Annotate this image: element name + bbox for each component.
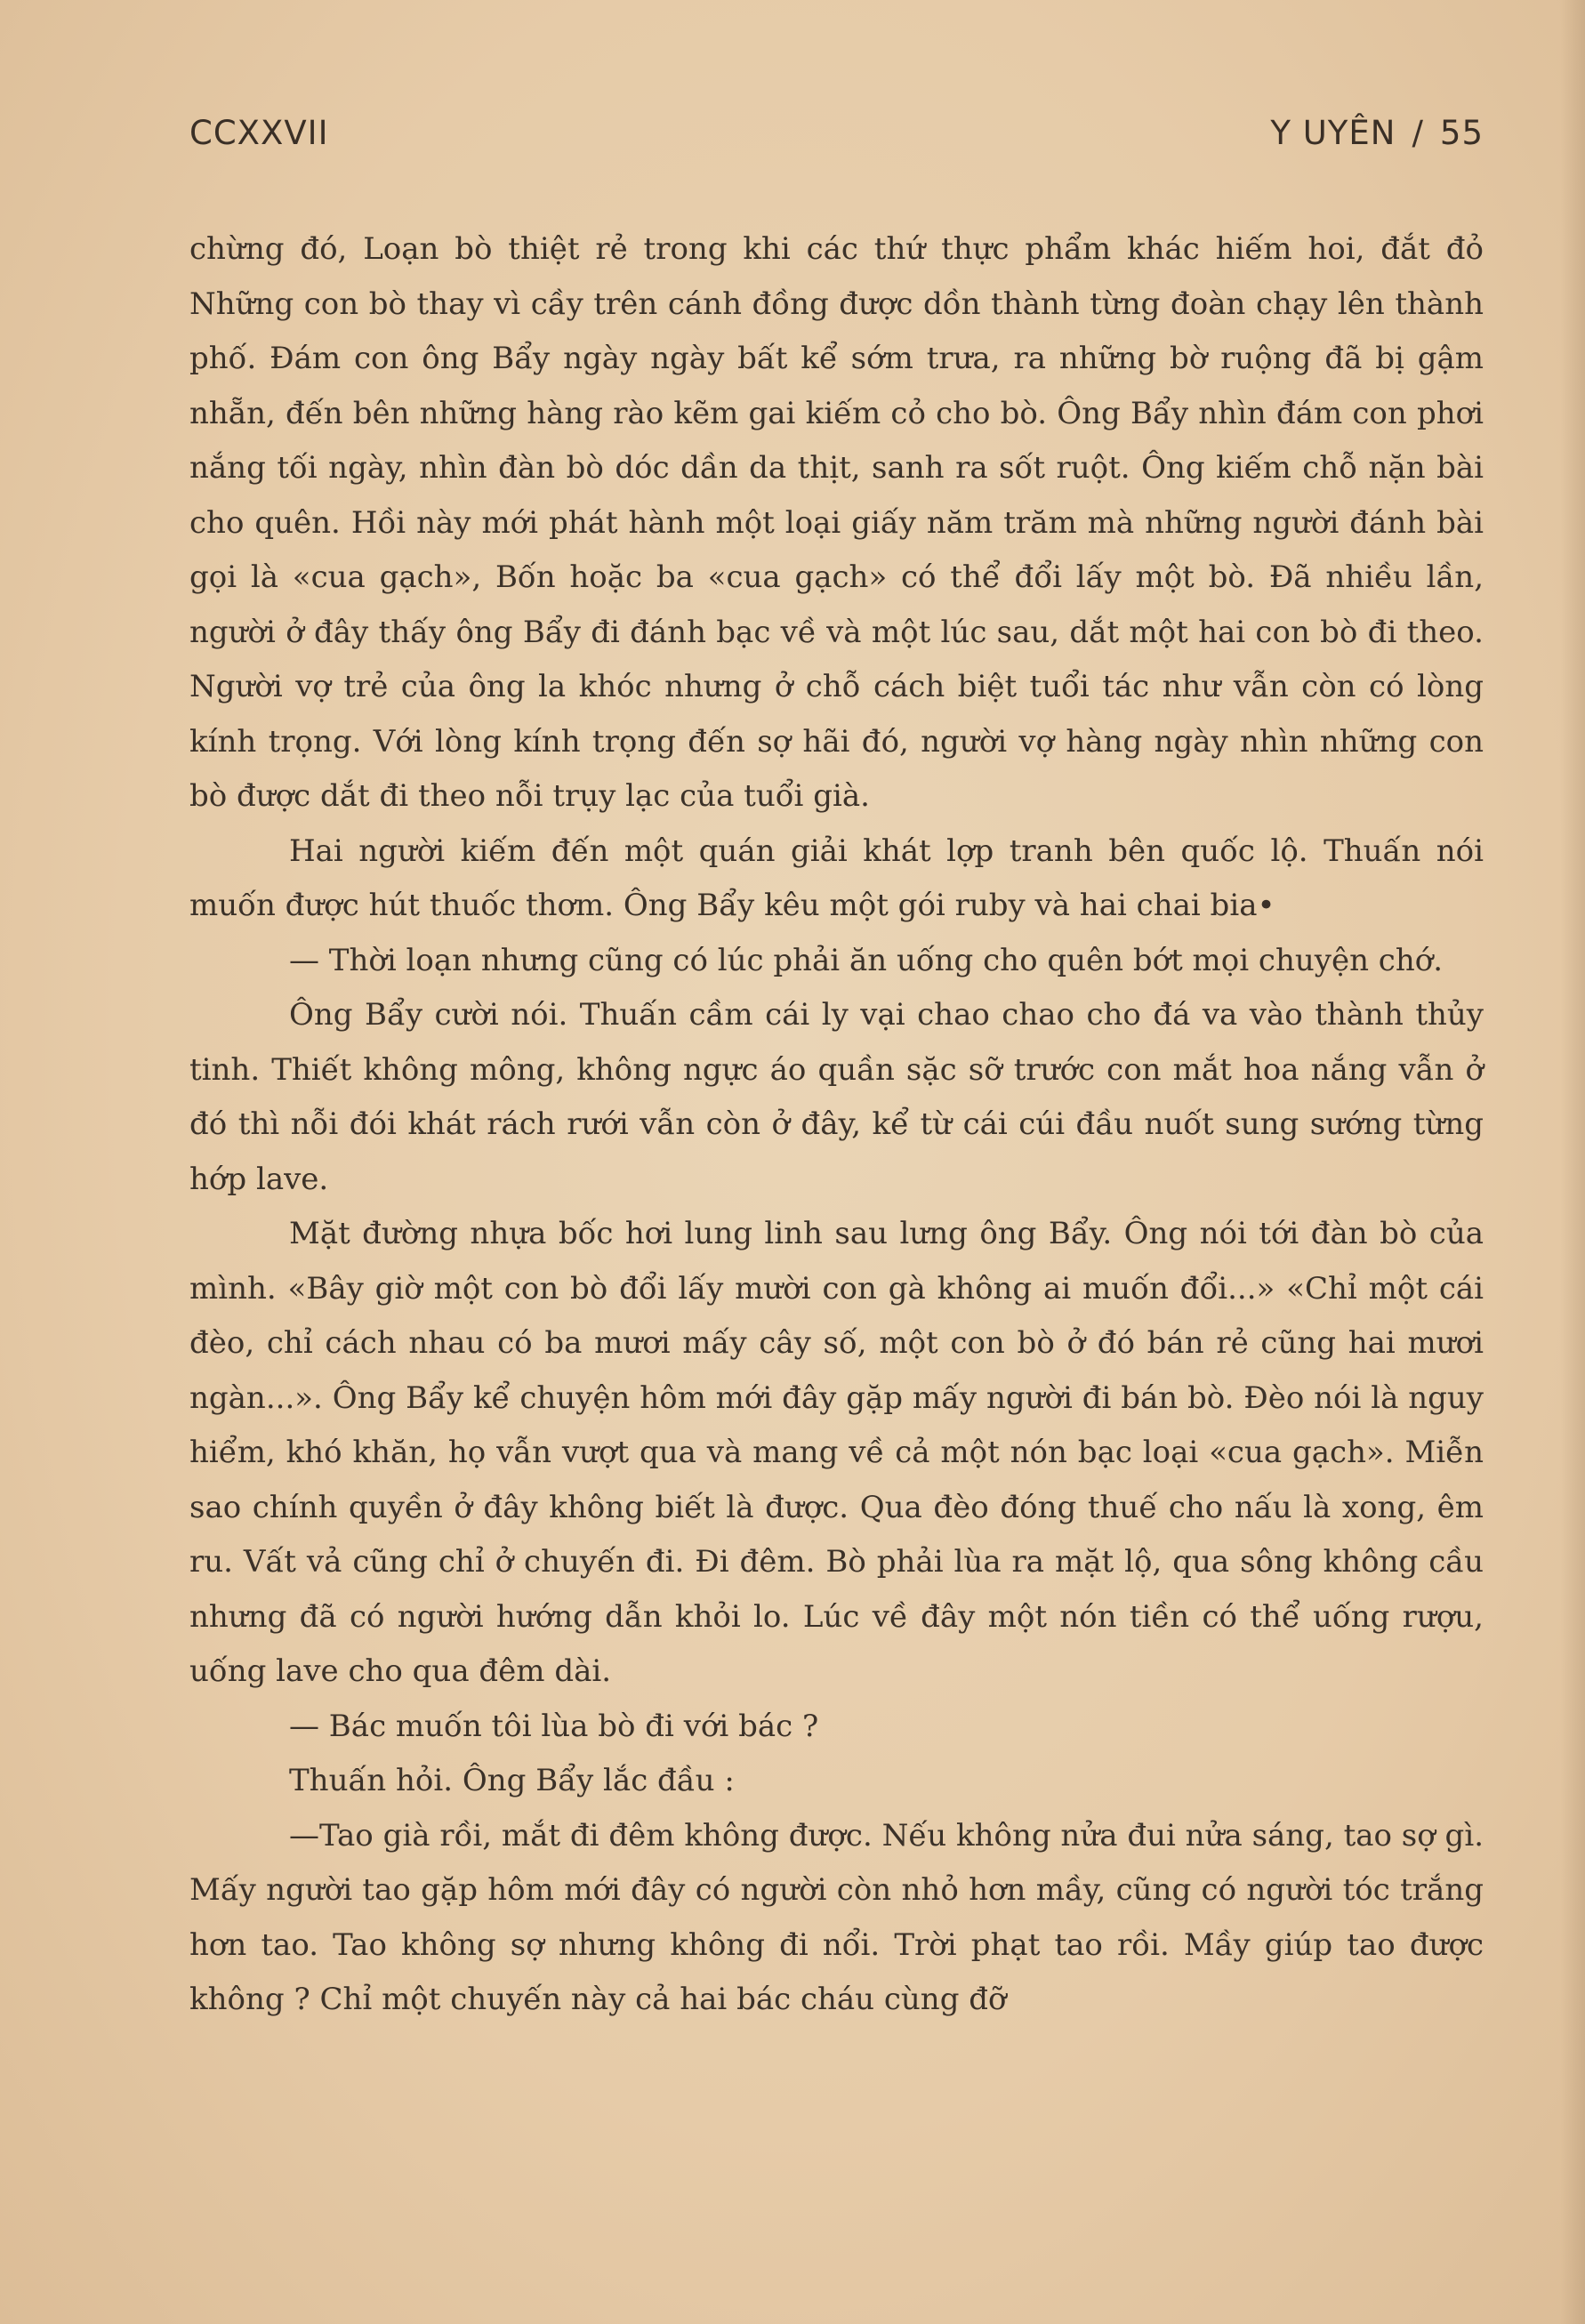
paragraph: — Thời loạn nhưng cũng có lúc phải ăn uống cho quên bớt mọi chuyện chớ. — [289, 942, 1444, 978]
paragraph: chừng đó, Loạn bò thiệt rẻ trong khi các thứ thực phẩm khác hiếm hoi, đắt đỏ Những con bò thay vì cầy trên cánh đồng được dồn thành từng đoàn chạy lên thành phố. Đám con ông Bẩy ngày ngày bất kể sớm trưa, ra những bờ ruộng đã bị gậm nhẵn, đến bên những hàng rào kẽm gai kiếm cỏ cho bò. Ông Bẩy nhìn đám con phơi nắng tối ngày, nhìn đàn bò dóc dần da thịt, sanh ra sốt ruột. Ông kiếm chỗ nặn bài cho quên. Hồi này mới phát hành một loại giấy năm trăm mà những người đánh bài gọi là «cua gạch», Bốn hoặc ba «cua gạch» có thể đổi lấy một bò. Đã nhiều lần, người ở đây thấy ông Bẩy đi đánh bạc về và một lúc sau, dắt một hai con bò đi theo. Người vợ trẻ của ông la khóc nhưng ở chỗ cách biệt tuổi tác như vẫn còn có lòng kính trọng. Với lòng kính trọng đến sợ hãi đó, người vợ hàng ngày nhìn những con bò được dắt đi theo nỗi trụy lạc của tuổi già. — [189, 231, 1484, 814]
book-title: Y UYÊN — [1270, 114, 1396, 152]
page-edge-shadow — [1560, 0, 1585, 2324]
paragraph: Ông Bẩy cười nói. Thuấn cầm cái ly vại chao chao cho đá va vào thành thủy tinh. Thiết không mông, không ngực áo quần sặc sỡ trước con mắt hoa nắng vẫn ở đó thì nỗi đói khát rách rưới vẫn còn ở đây, kể từ cái cúi đầu nuốt sung sướng từng hớp lave. — [189, 997, 1484, 1197]
header-separator: / — [1412, 114, 1424, 152]
chapter-number: CCXXVII — [189, 114, 329, 152]
page-number: 55 — [1439, 114, 1484, 152]
paragraph: Hai người kiếm đến một quán giải khát lợp tranh bên quốc lộ. Thuấn nói muốn được hút thuốc thơm. Ông Bẩy kêu một gói ruby và hai chai bia• — [189, 832, 1484, 923]
running-header — [189, 114, 1484, 167]
paragraph: Thuấn hỏi. Ông Bẩy lắc đầu : — [289, 1763, 735, 1798]
paragraph: Mặt đường nhựa bốc hơi lung linh sau lưng ông Bẩy. Ông nói tới đàn bò của mình. «Bây giờ một con bò đổi lấy mười con gà không ai muốn đổi...» «Chỉ một cái đèo, chỉ cách nhau có ba mươi mấy cây số, một con bò ở đó bán rẻ cũng hai mươi ngàn...». Ông Bẩy kể chuyện hôm mới đây gặp mấy người đi bán bò. Đèo nói là nguy hiểm, khó khăn, họ vẫn vượt qua và mang về cả một nón bạc loại «cua gạch». Miễn sao chính quyền ở đây không biết là được. Qua đèo đóng thuế cho nấu là xong, êm ru. Vất vả cũng chỉ ở chuyến đi. Đi đêm. Bò phải lùa ra mặt lộ, qua sông không cầu nhưng đã có người hướng dẫn khỏi lo. Lúc về đây một nón tiền có thể uống rượu, uống lave cho qua đêm dài. — [189, 1216, 1484, 1689]
dialogue-line: — Bác muốn tôi lùa bò đi với bác ? — [289, 1708, 819, 1744]
header-right — [1254, 114, 1484, 152]
dialogue-line: —Tao già rồi, mắt đi đêm không được. Nếu không nửa đui nửa sáng, tao sợ gì. Mấy người tao gặp hôm mới đây có người còn nhỏ hơn mầy, cũng có người tóc trắng hơn tao. Tao không sợ nhưng không đi nổi. Trời phạt tao rồi. Mầy giúp tao được không ? Chỉ một chuyến này cả hai bác cháu cùng đỡ — [189, 1817, 1484, 2017]
body-text — [189, 222, 1484, 2028]
